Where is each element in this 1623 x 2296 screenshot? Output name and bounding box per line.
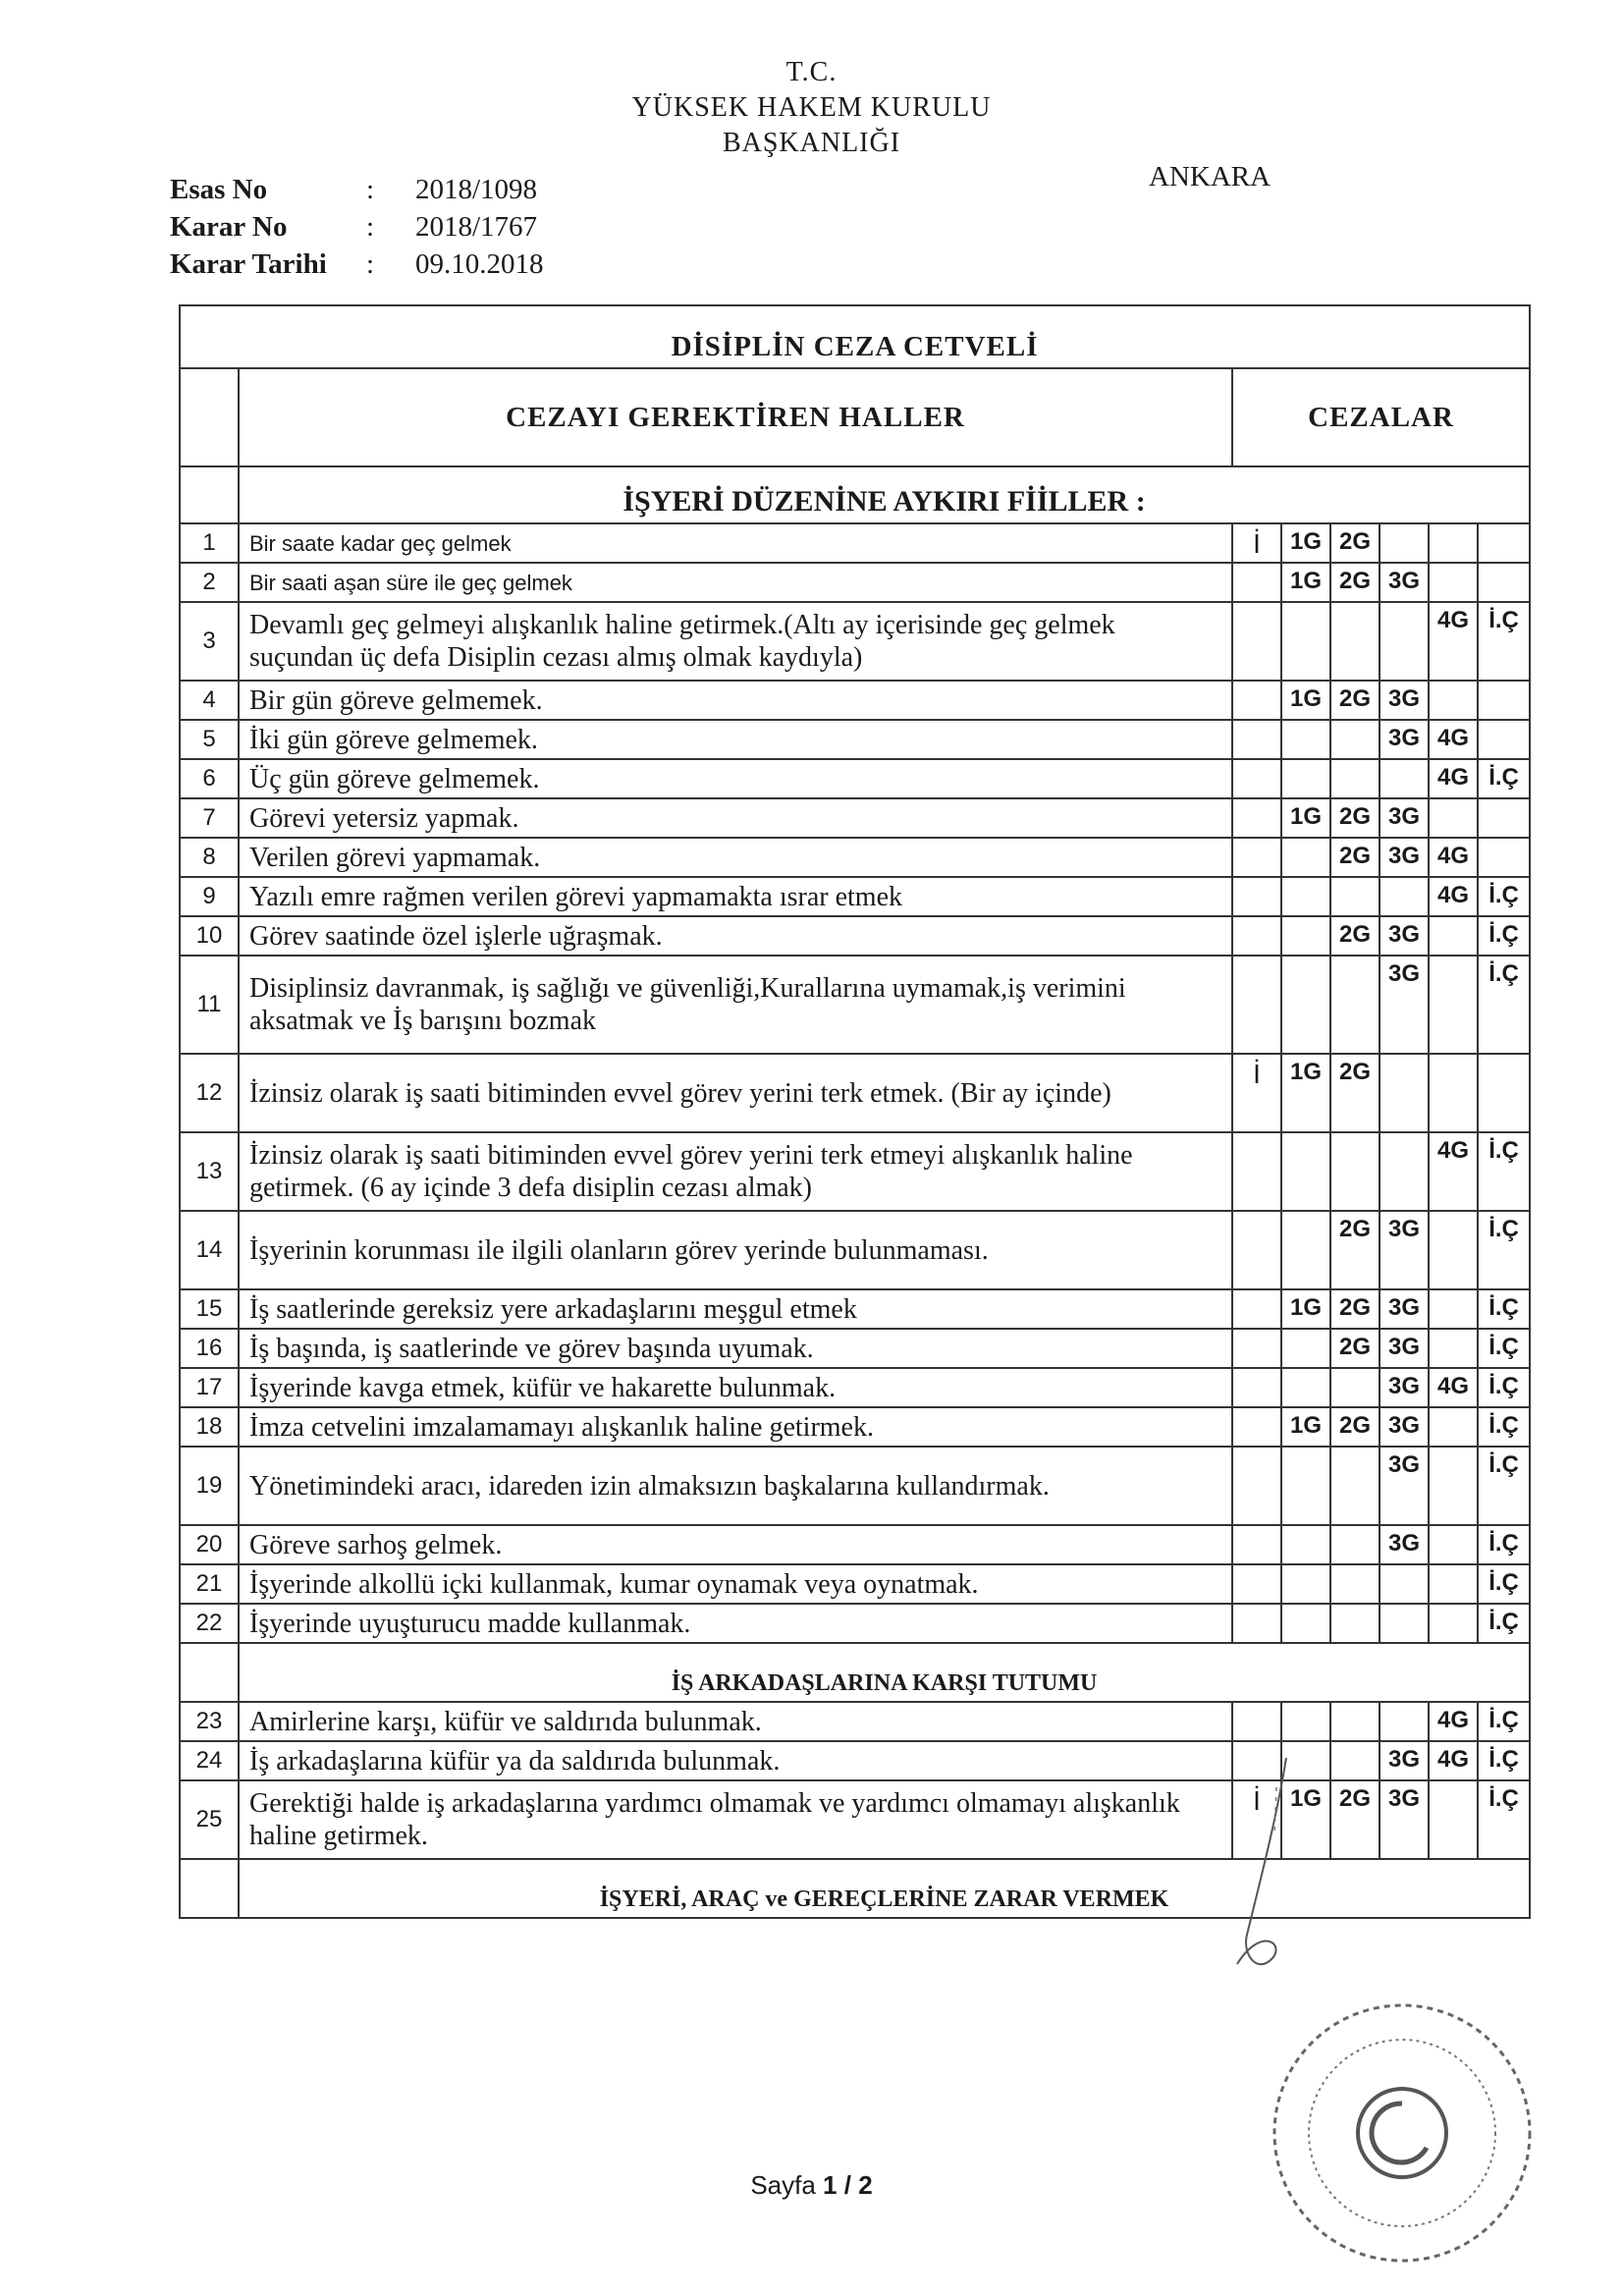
discipline-penalty-table bbox=[179, 304, 1531, 1919]
row-number: 5 bbox=[180, 720, 239, 759]
penalty-cell bbox=[1380, 602, 1429, 681]
penalty-cell: İ bbox=[1232, 523, 1281, 563]
penalty-cell: 3G bbox=[1380, 720, 1429, 759]
row-number: 18 bbox=[180, 1407, 239, 1447]
meta-row bbox=[170, 246, 544, 283]
penalty-cell bbox=[1281, 1604, 1330, 1643]
section-num-cell bbox=[180, 1859, 239, 1918]
penalty-cell bbox=[1380, 759, 1429, 798]
row-description: Amirlerine karşı, küfür ve saldırıda bulunmak. bbox=[239, 1702, 1232, 1741]
table-row bbox=[180, 1564, 1530, 1604]
penalty-cell: 1G bbox=[1281, 681, 1330, 720]
row-description: İmza cetvelini imzalamamayı alışkanlık haline getirmek. bbox=[239, 1407, 1232, 1447]
column-header-row bbox=[180, 368, 1530, 466]
penalty-cell bbox=[1281, 956, 1330, 1054]
penalty-cell: 3G bbox=[1380, 1289, 1429, 1329]
penalty-cell: 1G bbox=[1281, 523, 1330, 563]
row-number: 9 bbox=[180, 877, 239, 916]
penalty-cell: 2G bbox=[1330, 838, 1380, 877]
penalty-cell bbox=[1232, 563, 1281, 602]
penalty-cell bbox=[1232, 1329, 1281, 1368]
penalty-cell bbox=[1232, 1702, 1281, 1741]
table-title: DİSİPLİN CEZA CETVELİ bbox=[180, 305, 1530, 368]
table-row bbox=[180, 1054, 1530, 1132]
penalty-cell: 2G bbox=[1330, 916, 1380, 956]
penalty-cell: 1G bbox=[1281, 798, 1330, 838]
penalty-cell: İ.Ç bbox=[1478, 1702, 1530, 1741]
penalty-cell bbox=[1232, 602, 1281, 681]
table-row bbox=[180, 1289, 1530, 1329]
row-number: 17 bbox=[180, 1368, 239, 1407]
penalty-cell bbox=[1281, 877, 1330, 916]
penalty-cell bbox=[1380, 1564, 1429, 1604]
row-number: 12 bbox=[180, 1054, 239, 1132]
penalty-cell: İ.Ç bbox=[1478, 1289, 1530, 1329]
penalty-cell: İ.Ç bbox=[1478, 1368, 1530, 1407]
penalty-cell bbox=[1281, 1368, 1330, 1407]
penalty-cell bbox=[1232, 1447, 1281, 1525]
penalty-cell: 4G bbox=[1429, 1132, 1478, 1211]
penalty-cell: 1G bbox=[1281, 1054, 1330, 1132]
penalty-cell: 4G bbox=[1429, 1702, 1478, 1741]
row-description: İş saatlerinde gereksiz yere arkadaşlarını meşgul etmek bbox=[239, 1289, 1232, 1329]
penalty-cell: 3G bbox=[1380, 681, 1429, 720]
penalty-cell bbox=[1281, 759, 1330, 798]
row-description: İşyerinde kavga etmek, küfür ve hakarette bulunmak. bbox=[239, 1368, 1232, 1407]
row-description: İzinsiz olarak iş saati bitiminden evvel görev yerini terk etmek. (Bir ay içinde) bbox=[239, 1054, 1232, 1132]
meta-value: 09.10.2018 bbox=[415, 248, 544, 280]
penalty-cell bbox=[1330, 759, 1380, 798]
penalty-cell: İ bbox=[1232, 1780, 1281, 1859]
section-row bbox=[180, 466, 1530, 523]
penalty-cell bbox=[1380, 877, 1429, 916]
table-row bbox=[180, 759, 1530, 798]
penalty-cell bbox=[1232, 1132, 1281, 1211]
penalty-cell bbox=[1429, 1780, 1478, 1859]
penalty-cell bbox=[1429, 523, 1478, 563]
title-row bbox=[180, 305, 1530, 368]
table-row bbox=[180, 1604, 1530, 1643]
row-description: İş arkadaşlarına küfür ya da saldırıda bulunmak. bbox=[239, 1741, 1232, 1780]
table-row bbox=[180, 1447, 1530, 1525]
penalty-cell: İ.Ç bbox=[1478, 916, 1530, 956]
meta-label: Karar No bbox=[170, 211, 288, 243]
penalty-cell bbox=[1478, 798, 1530, 838]
table-row bbox=[180, 916, 1530, 956]
penalty-cell bbox=[1232, 956, 1281, 1054]
penalty-cell bbox=[1281, 1702, 1330, 1741]
penalty-cell bbox=[1281, 1132, 1330, 1211]
row-number: 13 bbox=[180, 1132, 239, 1211]
penalty-cell bbox=[1281, 916, 1330, 956]
row-number: 3 bbox=[180, 602, 239, 681]
penalty-cell: 3G bbox=[1380, 838, 1429, 877]
penalty-cell bbox=[1232, 1525, 1281, 1564]
page-footer bbox=[0, 2170, 1623, 2201]
penalty-cell: 2G bbox=[1330, 1211, 1380, 1289]
penalty-cell bbox=[1429, 1447, 1478, 1525]
penalty-cell: İ.Ç bbox=[1478, 1780, 1530, 1859]
penalty-cell bbox=[1330, 602, 1380, 681]
meta-row bbox=[170, 171, 544, 208]
section-num-cell bbox=[180, 466, 239, 523]
penalty-cell: İ.Ç bbox=[1478, 1447, 1530, 1525]
penalty-cell: İ.Ç bbox=[1478, 877, 1530, 916]
table-row bbox=[180, 1525, 1530, 1564]
row-number: 11 bbox=[180, 956, 239, 1054]
table-row bbox=[180, 1368, 1530, 1407]
meta-row bbox=[170, 208, 544, 246]
table-row bbox=[180, 563, 1530, 602]
table-row bbox=[180, 720, 1530, 759]
penalty-cell bbox=[1429, 1525, 1478, 1564]
penalty-cell bbox=[1330, 1525, 1380, 1564]
penalty-cell: 4G bbox=[1429, 720, 1478, 759]
penalty-cell: 3G bbox=[1380, 1780, 1429, 1859]
penalty-cell bbox=[1478, 720, 1530, 759]
row-description: Üç gün göreve gelmemek. bbox=[239, 759, 1232, 798]
penalty-cell: İ.Ç bbox=[1478, 1329, 1530, 1368]
penalty-cell: 3G bbox=[1380, 798, 1429, 838]
penalty-cell: 4G bbox=[1429, 759, 1478, 798]
footer-page: 1 bbox=[823, 2170, 838, 2200]
penalty-cell bbox=[1232, 1368, 1281, 1407]
penalty-cell bbox=[1232, 798, 1281, 838]
header-num-cell bbox=[180, 368, 239, 466]
penalty-cell: 2G bbox=[1330, 681, 1380, 720]
row-number: 1 bbox=[180, 523, 239, 563]
penalty-cell bbox=[1429, 956, 1478, 1054]
penalty-cell bbox=[1330, 1132, 1380, 1211]
penalty-cell bbox=[1478, 838, 1530, 877]
penalty-cell: 2G bbox=[1330, 1289, 1380, 1329]
footer-sep: / bbox=[843, 2170, 851, 2200]
penalty-cell bbox=[1281, 838, 1330, 877]
table-row bbox=[180, 681, 1530, 720]
penalty-cell: 1G bbox=[1281, 1780, 1330, 1859]
penalty-cell: 2G bbox=[1330, 798, 1380, 838]
row-description: İşyerinin korunması ile ilgili olanların görev yerinde bulunmaması. bbox=[239, 1211, 1232, 1289]
row-description: Bir saati aşan süre ile geç gelmek bbox=[239, 563, 1232, 602]
penalty-cell bbox=[1429, 1564, 1478, 1604]
row-description: İşyerinde alkollü içki kullanmak, kumar oynamak veya oynatmak. bbox=[239, 1564, 1232, 1604]
case-meta bbox=[170, 171, 544, 283]
penalty-cell: 4G bbox=[1429, 602, 1478, 681]
penalty-cell: 4G bbox=[1429, 877, 1478, 916]
penalty-cell: 4G bbox=[1429, 1741, 1478, 1780]
meta-colon: : bbox=[366, 248, 375, 280]
penalty-cell: İ.Ç bbox=[1478, 1564, 1530, 1604]
row-number: 16 bbox=[180, 1329, 239, 1368]
row-description: İzinsiz olarak iş saati bitiminden evvel görev yerini terk etmeyi alışkanlık haline getirmek. (6 ay içinde 3 defa disiplin cezası almak) bbox=[239, 1132, 1232, 1211]
penalty-cell: 3G bbox=[1380, 1211, 1429, 1289]
table-row bbox=[180, 838, 1530, 877]
row-description: Disiplinsiz davranmak, iş sağlığı ve güvenliği,Kurallarına uymamak,iş verimini aksatmak ve İş barışını bozmak bbox=[239, 956, 1232, 1054]
penalty-cell: İ.Ç bbox=[1478, 1604, 1530, 1643]
penalty-cell: İ.Ç bbox=[1478, 1132, 1530, 1211]
penalty-cell bbox=[1232, 877, 1281, 916]
penalty-cell: 2G bbox=[1330, 1407, 1380, 1447]
penalty-cell bbox=[1380, 1054, 1429, 1132]
penalty-cell bbox=[1281, 1211, 1330, 1289]
row-description: Göreve sarhoş gelmek. bbox=[239, 1525, 1232, 1564]
table-row bbox=[180, 1211, 1530, 1289]
row-description: Bir saate kadar geç gelmek bbox=[239, 523, 1232, 563]
penalty-cell bbox=[1232, 681, 1281, 720]
penalty-cell: İ.Ç bbox=[1478, 759, 1530, 798]
penalty-cell: 1G bbox=[1281, 1407, 1330, 1447]
penalty-cell bbox=[1478, 523, 1530, 563]
penalty-cell bbox=[1429, 1289, 1478, 1329]
row-description: Bir gün göreve gelmemek. bbox=[239, 681, 1232, 720]
row-number: 14 bbox=[180, 1211, 239, 1289]
penalty-cell bbox=[1330, 1447, 1380, 1525]
penalty-cell bbox=[1429, 1054, 1478, 1132]
penalty-cell bbox=[1281, 1329, 1330, 1368]
penalty-cell: İ.Ç bbox=[1478, 602, 1530, 681]
penalty-cell: 3G bbox=[1380, 1741, 1429, 1780]
section-row bbox=[180, 1643, 1530, 1702]
penalty-cell bbox=[1330, 956, 1380, 1054]
penalty-cell bbox=[1281, 1447, 1330, 1525]
penalty-cell: 2G bbox=[1330, 563, 1380, 602]
penalty-cell bbox=[1478, 681, 1530, 720]
penalty-cell bbox=[1429, 563, 1478, 602]
row-description: Devamlı geç gelmeyi alışkanlık haline getirmek.(Altı ay içerisinde geç gelmek suçundan üç defa Disiplin cezası almış olmak kaydıyla) bbox=[239, 602, 1232, 681]
penalty-cell: İ.Ç bbox=[1478, 1741, 1530, 1780]
meta-label: Esas No bbox=[170, 174, 268, 205]
col-header-penalties: CEZALAR bbox=[1232, 368, 1530, 466]
meta-value: 2018/1767 bbox=[415, 211, 538, 243]
meta-label: Karar Tarihi bbox=[170, 248, 327, 280]
row-description: Görev saatinde özel işlerle uğraşmak. bbox=[239, 916, 1232, 956]
row-description: Gerektiği halde iş arkadaşlarına yardımcı olmamak ve yardımcı olmamayı alışkanlık haline getirmek. bbox=[239, 1780, 1232, 1859]
signature-mark bbox=[1217, 1748, 1335, 2003]
penalty-cell bbox=[1281, 1564, 1330, 1604]
penalty-cell bbox=[1380, 1702, 1429, 1741]
header-line-tc: T.C. bbox=[785, 57, 838, 87]
row-number: 25 bbox=[180, 1780, 239, 1859]
penalty-cell bbox=[1232, 1211, 1281, 1289]
penalty-cell bbox=[1330, 1564, 1380, 1604]
row-number: 22 bbox=[180, 1604, 239, 1643]
penalty-cell: 1G bbox=[1281, 563, 1330, 602]
penalty-cell: 1G bbox=[1281, 1289, 1330, 1329]
meta-colon: : bbox=[366, 174, 375, 205]
penalty-cell: 2G bbox=[1330, 1329, 1380, 1368]
penalty-cell bbox=[1281, 720, 1330, 759]
penalty-cell bbox=[1232, 720, 1281, 759]
penalty-cell bbox=[1380, 523, 1429, 563]
row-number: 7 bbox=[180, 798, 239, 838]
table-row bbox=[180, 877, 1530, 916]
section-title: İŞ ARKADAŞLARINA KARŞI TUTUMU bbox=[239, 1643, 1530, 1702]
table-row bbox=[180, 1702, 1530, 1741]
penalty-cell bbox=[1429, 1211, 1478, 1289]
penalty-cell: 3G bbox=[1380, 1329, 1429, 1368]
penalty-cell bbox=[1330, 1604, 1380, 1643]
row-description: İki gün göreve gelmemek. bbox=[239, 720, 1232, 759]
penalty-cell: 4G bbox=[1429, 838, 1478, 877]
penalty-cell bbox=[1330, 720, 1380, 759]
penalty-cell bbox=[1232, 838, 1281, 877]
penalty-cell: 3G bbox=[1380, 563, 1429, 602]
penalty-cell bbox=[1478, 1054, 1530, 1132]
row-number: 15 bbox=[180, 1289, 239, 1329]
row-number: 20 bbox=[180, 1525, 239, 1564]
footer-prefix: Sayfa bbox=[750, 2170, 816, 2200]
table-row bbox=[180, 523, 1530, 563]
row-description: İşyerinde uyuşturucu madde kullanmak. bbox=[239, 1604, 1232, 1643]
footer-total: 2 bbox=[858, 2170, 873, 2200]
penalty-cell bbox=[1429, 1407, 1478, 1447]
penalty-cell: İ.Ç bbox=[1478, 1525, 1530, 1564]
row-description: Yönetimindeki aracı, idareden izin almaksızın başkalarına kullandırmak. bbox=[239, 1447, 1232, 1525]
section-title: İŞYERİ DÜZENİNE AYKIRI FİİLLER : bbox=[239, 466, 1530, 523]
penalty-cell: 3G bbox=[1380, 1447, 1429, 1525]
header-line-presidency: BAŞKANLIĞI bbox=[722, 128, 901, 158]
penalty-cell bbox=[1281, 1525, 1330, 1564]
penalty-cell: İ.Ç bbox=[1478, 1211, 1530, 1289]
penalty-cell bbox=[1232, 916, 1281, 956]
city-label: ANKARA bbox=[1149, 161, 1271, 192]
row-description: Görevi yetersiz yapmak. bbox=[239, 798, 1232, 838]
penalty-cell bbox=[1429, 1329, 1478, 1368]
row-number: 4 bbox=[180, 681, 239, 720]
row-number: 8 bbox=[180, 838, 239, 877]
penalty-cell: İ.Ç bbox=[1478, 956, 1530, 1054]
row-description: Yazılı emre rağmen verilen görevi yapmamakta ısrar etmek bbox=[239, 877, 1232, 916]
section-title: İŞYERİ, ARAÇ ve GEREÇLERİNE ZARAR VERMEK bbox=[239, 1859, 1530, 1918]
section-num-cell bbox=[180, 1643, 239, 1702]
penalty-cell bbox=[1232, 1289, 1281, 1329]
col-header-cases: CEZAYI GEREKTİREN HALLER bbox=[239, 368, 1232, 466]
penalty-cell bbox=[1232, 1564, 1281, 1604]
official-stamp bbox=[1255, 1986, 1549, 2280]
row-number: 21 bbox=[180, 1564, 239, 1604]
row-number: 19 bbox=[180, 1447, 239, 1525]
penalty-cell bbox=[1380, 1604, 1429, 1643]
penalty-cell: İ bbox=[1232, 1054, 1281, 1132]
penalty-cell: 3G bbox=[1380, 1368, 1429, 1407]
penalty-cell: 3G bbox=[1380, 956, 1429, 1054]
row-description: Verilen görevi yapmamak. bbox=[239, 838, 1232, 877]
row-number: 23 bbox=[180, 1702, 239, 1741]
table-row bbox=[180, 602, 1530, 681]
penalty-cell bbox=[1232, 759, 1281, 798]
penalty-cell: 3G bbox=[1380, 916, 1429, 956]
penalty-cell bbox=[1232, 1407, 1281, 1447]
penalty-cell: 2G bbox=[1330, 1054, 1380, 1132]
meta-colon: : bbox=[366, 211, 375, 243]
penalty-cell bbox=[1330, 877, 1380, 916]
header-line-institution: YÜKSEK HAKEM KURULU bbox=[631, 92, 992, 123]
penalty-cell bbox=[1330, 1702, 1380, 1741]
penalty-cell: İ.Ç bbox=[1478, 1407, 1530, 1447]
penalty-cell bbox=[1330, 1741, 1380, 1780]
penalty-cell bbox=[1429, 916, 1478, 956]
penalty-cell bbox=[1380, 1132, 1429, 1211]
table-row bbox=[180, 1132, 1530, 1211]
row-description: İş başında, iş saatlerinde ve görev başında uyumak. bbox=[239, 1329, 1232, 1368]
table-row bbox=[180, 1329, 1530, 1368]
meta-value: 2018/1098 bbox=[415, 174, 538, 205]
table-row bbox=[180, 956, 1530, 1054]
penalty-cell: 2G bbox=[1330, 523, 1380, 563]
row-number: 24 bbox=[180, 1741, 239, 1780]
penalty-cell bbox=[1429, 1604, 1478, 1643]
row-number: 6 bbox=[180, 759, 239, 798]
penalty-cell: 2G bbox=[1330, 1780, 1380, 1859]
row-number: 10 bbox=[180, 916, 239, 956]
row-number: 2 bbox=[180, 563, 239, 602]
penalty-cell bbox=[1281, 602, 1330, 681]
table-row bbox=[180, 798, 1530, 838]
penalty-cell: 4G bbox=[1429, 1368, 1478, 1407]
penalty-cell: 3G bbox=[1380, 1525, 1429, 1564]
penalty-cell: 3G bbox=[1380, 1407, 1429, 1447]
penalty-cell bbox=[1478, 563, 1530, 602]
table-row bbox=[180, 1407, 1530, 1447]
penalty-cell bbox=[1330, 1368, 1380, 1407]
penalty-cell bbox=[1429, 681, 1478, 720]
penalty-cell bbox=[1232, 1604, 1281, 1643]
penalty-cell bbox=[1429, 798, 1478, 838]
